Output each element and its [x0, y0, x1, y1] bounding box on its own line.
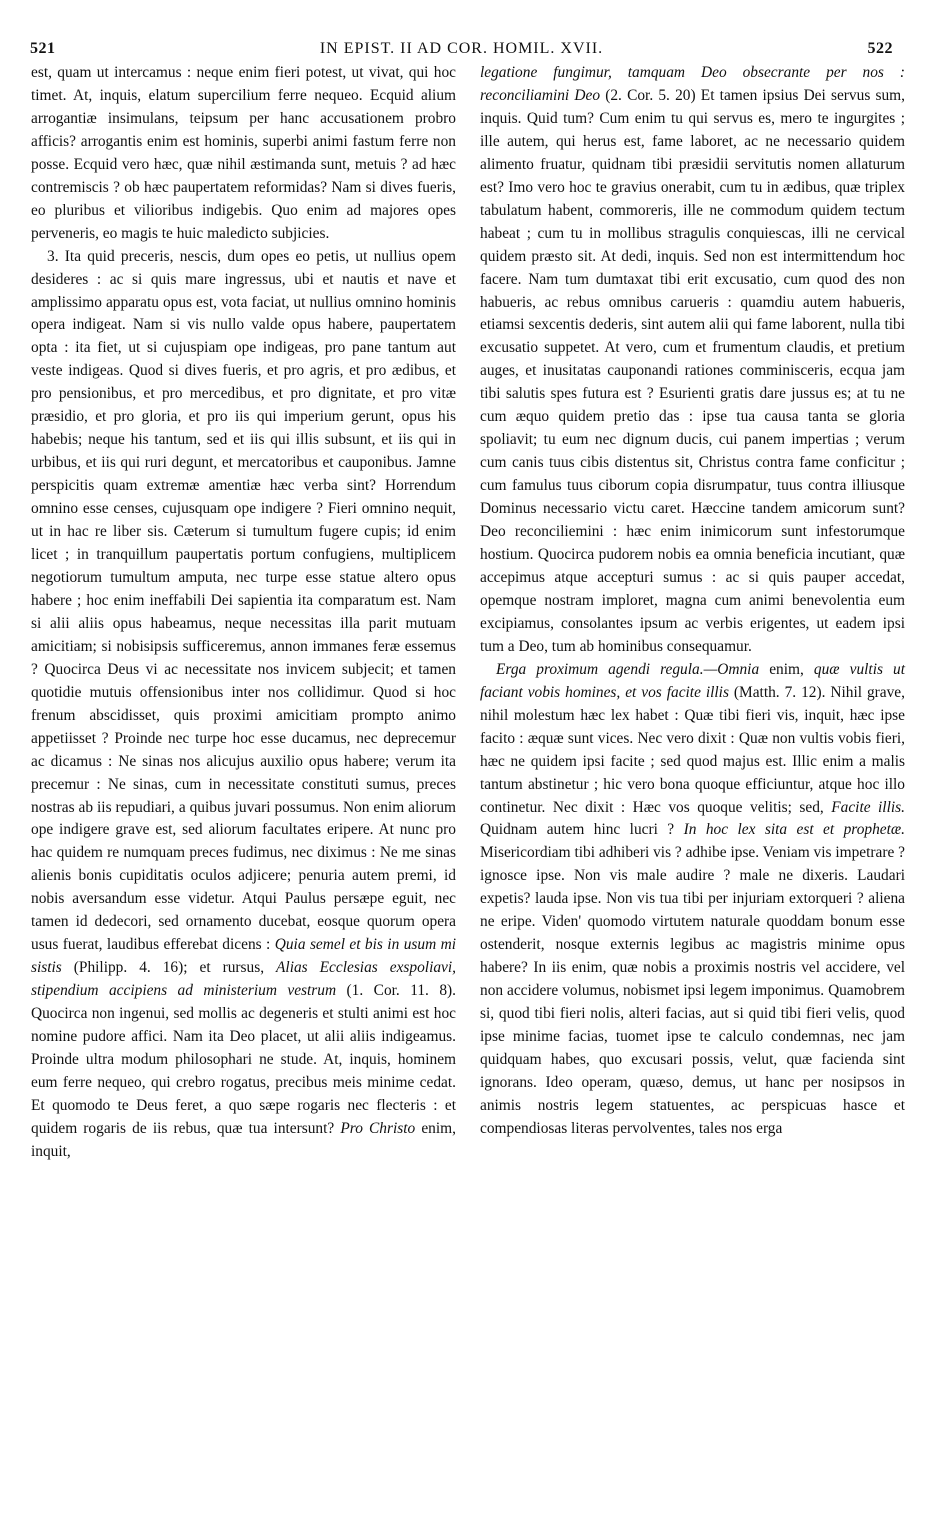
- scripture-quote: Facite illis.: [831, 798, 905, 816]
- text-run: enim,: [759, 660, 814, 678]
- right-column: [480, 62, 905, 1141]
- text-run: Nihil grave, nihil molestum hæc lex habet : Quæ tibi fieri vis, inquit, hæc ipse facito : æquæ sunt vices. Nec vero dixit : Quæ non vultis vobis fieri, hæc ne quidem ipsi facite ; sed quod majus est. Illic enim a malis tantum abstinetur ; hic vero bona quoque efficiuntur, atque hoc illo continetur. Nec dixit : Hæc vos quoque velitis; sed,: [480, 683, 905, 816]
- paragraph: [480, 62, 905, 659]
- scripture-quote: Pro Christo: [340, 1119, 416, 1137]
- paragraph: est, quam ut intercamus : neque enim fieri potest, ut vivat, qui hoc timet. At, inquis, elatum supercilium ferre nequeo. Ecquid alium arrogantiæ insimulans, teipsum per hanc accusationem probro afficis? arrogantis enim est hominis, superbi animi fastum ferre non posse. Ecquid vero hæc, quæ nihil æstimanda sunt, metuis ? ad hæc contremiscis ? ob hæc paupertatem reformidas? Nam si dives fueris, eo pluribus et vilioribus indigebis. Quo enim ad majores opes perveneris, eo magis te huic maledicto subjicies.: [31, 64, 456, 242]
- scripture-quote: In hoc lex sita est et prophetæ.: [683, 821, 905, 839]
- running-title: IN EPIST. II AD COR. HOMIL. XVII.: [319, 40, 604, 57]
- scripture-quote: quæ vultis ut faciant vobis homines, et vos facite illis: [480, 660, 905, 701]
- scripture-quote: Alias Ecclesias exspoliavi, stipendium accipiens ad ministerium vestrum: [31, 959, 456, 1000]
- scripture-quote: Quia semel et bis in usum mi sistis: [31, 936, 456, 977]
- text-run: (1. Cor. 11. 8). Quocirca non ingenui, sed mollis ac degeneris et stulti animi est hoc nomine pudore affici. Nam ita Deo placet, ut alii aliis indigeamus. Proinde ultra modum philosophari ne stude. At, inquis, hominem eum ferre nequeo, qui crebro rogatus, precibus meis minime cedat. Et quomodo te Deus feret, a quo sæpe rogaris nec flecteris : et quidem rogaris de iis rebus, quæ tua intersunt?: [31, 982, 456, 1137]
- text-run: enim, inquit,: [31, 1119, 456, 1160]
- scripture-quote: legatione fungimur, tamquam Deo obsecrante per nos : reconciliamini Deo: [480, 64, 905, 104]
- left-column: [31, 62, 456, 1164]
- text-run: Et tamen ipsius Dei servus sum, inquis. Quid tum? Cum enim tu qui servus es, mero te ingurgites ; ille autem, qui herus est, fame laboret, ac ne necessario quidem alimento fruatur, quidnam tibi præsidii servitutis nomen allaturum est? Imo vero hoc te gravius onerabit, cum tu in ædibus, quæ triplex tabulatum habent, commoreris, ille ne commodum quidem tectum habeat ; cum tu in mollibus stragulis conquiescas, illi ne cervical quidem præsto sit. At dedi, inquis. Sed non est intermittendum hoc facere. Nam tum dumtaxat tibi erit excusatio, cum quod des non habueris, ac rebus omnibus carueris : quamdiu autem habueris, etiamsi sexcentis dederis, sint autem alii qui fame laborent, nulla tibi excusatio suppetet. At vero, cum et frumentum claudis, et pretium auges, et inusitatas cauponandi rationes comminisceris, ecqua jam tibi salutis spes futura est ? Esurienti gratis dare jussus es; at tu ne cum æquo quidem pretio das : ipse tua causa tanta se gloria spoliavit; tu eum nec dignum ducis, cui panem impertias ; verum cum canis tuus cibis distentus sit, Christus contra fame conficitur ; cum famulus tuus ciborum copia disrumpatur, tuus contra illiusque Dominus necessario victu caret. Hæccine tandem amicorum sunt? Deo reconciliemini : hæc enim inimicorum sunt infestorumque hostium. Quocirca pudorem nobis ea omnia beneficia incutiant, quæ accepimus atque accepturi sumus : ac si quis pauper accedat, opemque nostram imploret, magna cum animi benevolentia eum excipiamus, consolantes ipsum ac verbis erigentes, ut eadem ipsi tum a Deo, tum ab hominibus consequamur.: [480, 86, 905, 655]
- page-number-right: 522: [867, 40, 893, 57]
- text-run: 3. Ita quid preceris, nescis, dum opes eo petis, ut nullius opem desideres : ac si quis mare ingressus, ubi et nautis et nave et amplissimo apparatu opus est, vota faciat, ut nullius omnino hominis opera indigeat. Nam si vis nullo valde opus habere, paupertatem opta : ita fiet, ut si cujuspiam ope indigeas, pro pane tantum aut veste indigeas. Quod si dives fueris, et pro agris, et pro ædibus, et pro pensionibus, et pro mercedibus, et pro dignitate, et pro vitæ præsidio, et pro gloria, et pro iis qui imperium gerunt, opus his habebis; neque his tantum, sed et iis qui illis subsunt, et iis qui in urbibus, et iis qui ruri degunt, et mercatoribus et cauponibus. Jamne perspicitis quam extremæ amentiæ hæc verba sint? Horrendum omnino esse censes, cujusquam ope indigere ? Fieri omnino nequit, ut in hac re liber sis. Cæterum si tumultum fugere cupis; id enim licet ; in tranquillum paupertatis portum confugiens, multiplicem negotiorum tumultum amputa, nec turpe esse statue altero opus habere ; hoc enim ineffabili Dei sapientia ita comparatum est. Nam si alii aliis opus habeamus, neque necessitas illa parit mutuam amicitiam; si nobisipsis sufficeremus, annon immanes feræ essemus ? Quocirca Deus vi ac necessitate nos invicem subjecit; et tamen quotidie mutuis offensionibus inter nos collidimur. Quod si hoc frenum abscidisset, quis proximi amicitiam prompto animo appetiisset ? Proinde nec turpe hoc esse ducamus, nec deprecemur ac dicamus : Ne sinas nos alicujus auxilio opus habere; verum ita precemur : Ne sinas, cum in necessitate constituti sumus, preces nostras ab iis repudiari, a quibus juvari possumus. Non enim aliorum ope indigere grave est, sed aliorum facultates eripere. At nunc pro hac quidem re numquam preces fudimus, nec diximus : Ne me sinas alienis bonis cupiditatis oculos adjicere; penuria autem premi, id nobis aversandum esse videtur. Atqui Paulus persæpe eguit, nec tamen id dedecori, sed ornamento ducebat, eosque quorum opera usus fuerat, laudibus efferebat dicens :: [31, 247, 456, 954]
- section-heading: Erga proximum agendi regula.—Omnia: [496, 660, 760, 678]
- page-number-left: 521: [30, 40, 56, 57]
- text-run: Misericordiam tibi adhiberi vis ? adhibe ipse. Veniam vis impetrare ? ignosce ipse. Non vis male audire ? male ne dixeris. Laudari expetis? lauda ipse. Non vis tua tibi per injuriam extorqueri ? aliena ne eripe. Viden' quomodo virtutem naturale quoddam bonum esse ostenderit, nosque externis legibus ac magistris minime opus habere? In iis enim, quæ nobis a proximis nostris vel accidere, vel non accidere volumus, nobismet ipsi legem imponimus. Quamobrem si, quod tibi fieri nolis, alteri facias, aut si quid tibi fieri velis, quod ipse minime facias, tuomet ipse te calculo condemnas, nec jam quidquam habes, quo excusari possis, velut, quæ facienda sint ignorans. Ideo operam, quæso, demus, ut hanc per nosipsos in animis nostris legem statuentes, ac perspicuas hasce et compendiosas literas pervolventes, tales nos erga: [480, 844, 905, 1137]
- paragraph: [480, 659, 905, 1141]
- paragraph: [31, 246, 456, 1164]
- running-head: [30, 38, 893, 60]
- scripture-reference: (Philipp. 4. 16); et rursus,: [61, 959, 277, 977]
- scripture-reference: (2. Cor. 5. 20): [600, 86, 701, 104]
- scripture-reference: (Matth. 7. 12).: [728, 683, 831, 701]
- text-run: Quidnam autem hinc lucri ?: [480, 821, 684, 839]
